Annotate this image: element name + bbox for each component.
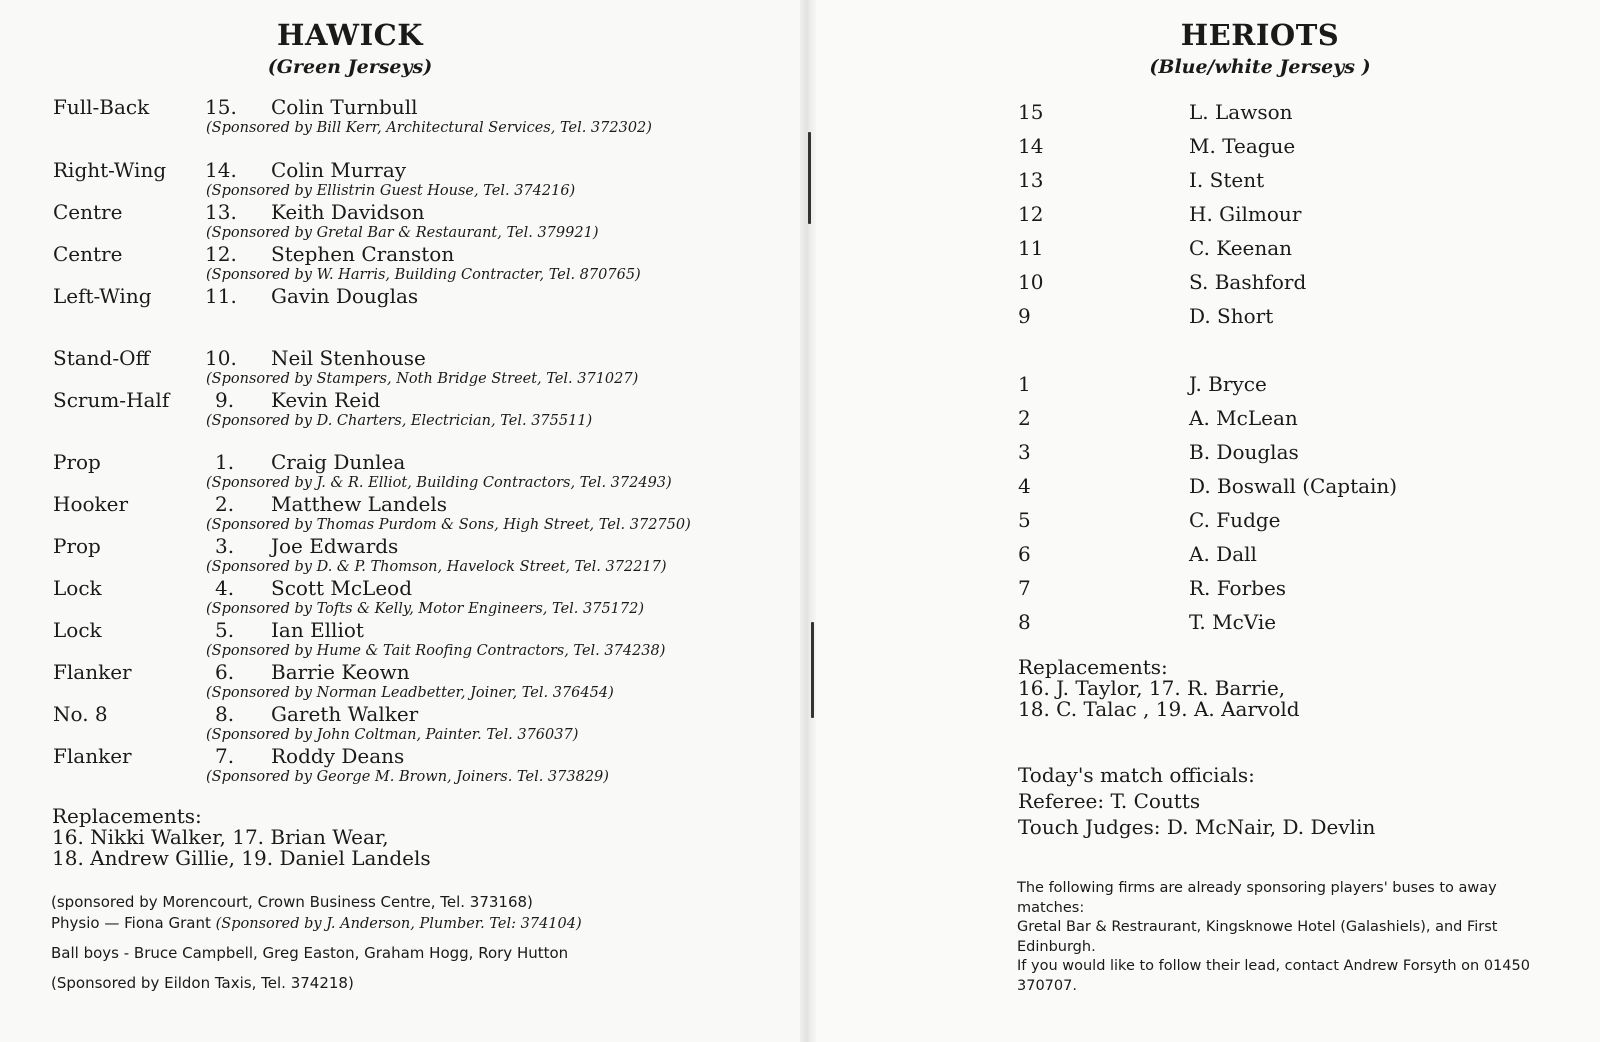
player-name: Colin Turnbull bbox=[271, 95, 418, 119]
player-name: Roddy Deans bbox=[271, 744, 405, 768]
player-name: B. Douglas bbox=[1189, 440, 1299, 464]
hawick-replacements-heading: Replacements: bbox=[52, 804, 202, 828]
ball-boys-note: Ball boys - Bruce Campbell, Greg Easton, Graham Hogg, Rory Hutton bbox=[51, 944, 569, 962]
player-position: Prop bbox=[53, 534, 101, 558]
player-number: 5. bbox=[215, 618, 235, 642]
physio-note bbox=[51, 914, 582, 932]
player-number: 4 bbox=[1018, 474, 1031, 498]
bus-sponsor-notice bbox=[1017, 879, 1537, 996]
player-name: T. McVie bbox=[1189, 610, 1277, 634]
player-name: D. Boswall (Captain) bbox=[1189, 474, 1398, 498]
player-name: Matthew Landels bbox=[271, 492, 448, 516]
player-position: Lock bbox=[53, 618, 102, 642]
player-number: 9. bbox=[215, 388, 235, 412]
player-sponsor: (Sponsored by Gretal Bar & Restaurant, Tel. 379921) bbox=[206, 225, 599, 241]
player-position: Stand-Off bbox=[53, 346, 150, 370]
player-number: 11. bbox=[205, 284, 237, 308]
player-name: Gavin Douglas bbox=[271, 284, 419, 308]
player-number: 4. bbox=[215, 576, 235, 600]
hawick-replacements-line1: 16. Nikki Walker, 17. Brian Wear, bbox=[52, 825, 389, 849]
match-officials bbox=[1018, 762, 1375, 840]
player-position: Flanker bbox=[53, 660, 132, 684]
player-sponsor: (Sponsored by D. & P. Thomson, Havelock Street, Tel. 372217) bbox=[206, 559, 667, 575]
player-number: 6 bbox=[1018, 542, 1031, 566]
player-number: 10. bbox=[205, 346, 237, 370]
bus-sponsor-line3: If you would like to follow their lead, contact Andrew Forsyth on 01450 370707. bbox=[1017, 958, 1530, 994]
player-name: H. Gilmour bbox=[1189, 202, 1302, 226]
player-number: 14 bbox=[1018, 134, 1044, 158]
player-position: Full-Back bbox=[53, 95, 150, 119]
heriots-replacements bbox=[1018, 657, 1300, 720]
player-number: 12. bbox=[205, 242, 237, 266]
player-name: Barrie Keown bbox=[271, 660, 410, 684]
player-number: 2. bbox=[215, 492, 235, 516]
player-sponsor: (Sponsored by Hume & Tait Roofing Contractors, Tel. 374238) bbox=[206, 643, 666, 659]
heriots-replacements-line1: 16. J. Taylor, 17. R. Barrie, bbox=[1018, 676, 1286, 700]
physio-sponsor: (Sponsored by J. Anderson, Plumber. Tel: 374104) bbox=[215, 916, 582, 932]
player-name: Colin Murray bbox=[271, 158, 407, 182]
player-number: 14. bbox=[205, 158, 237, 182]
player-name: Craig Dunlea bbox=[271, 450, 406, 474]
player-name: R. Forbes bbox=[1189, 576, 1287, 600]
player-position: Hooker bbox=[53, 492, 129, 516]
hawick-replacements-line2: 18. Andrew Gillie, 19. Daniel Landels bbox=[52, 846, 431, 870]
player-position: No. 8 bbox=[53, 702, 108, 726]
player-position: Prop bbox=[53, 450, 101, 474]
player-name: D. Short bbox=[1189, 304, 1274, 328]
player-position: Left-Wing bbox=[53, 284, 152, 308]
bus-sponsor-line2: Gretal Bar & Restraurant, Kingsknowe Hotel (Galashiels), and First Edinburgh. bbox=[1017, 919, 1498, 955]
player-number: 8. bbox=[215, 702, 235, 726]
player-name: M. Teague bbox=[1189, 134, 1296, 158]
player-number: 11 bbox=[1018, 236, 1044, 260]
hawick-subtitle: (Green Jerseys) bbox=[267, 56, 433, 78]
player-name: Joe Edwards bbox=[271, 534, 399, 558]
player-number: 3 bbox=[1018, 440, 1031, 464]
player-name: A. Dall bbox=[1189, 542, 1257, 566]
player-number: 1. bbox=[215, 450, 235, 474]
player-name: S. Bashford bbox=[1189, 270, 1307, 294]
player-sponsor: (Sponsored by Bill Kerr, Architectural Services, Tel. 372302) bbox=[206, 120, 652, 136]
player-sponsor: (Sponsored by Ellistrin Guest House, Tel. 374216) bbox=[206, 183, 576, 199]
player-number: 9 bbox=[1018, 304, 1031, 328]
heriots-title: HERIOTS bbox=[1180, 18, 1340, 52]
player-position: Scrum-Half bbox=[53, 388, 170, 412]
player-position: Centre bbox=[53, 242, 123, 266]
player-name: I. Stent bbox=[1189, 168, 1265, 192]
staple-top bbox=[808, 132, 811, 224]
player-sponsor: (Sponsored by Norman Leadbetter, Joiner, Tel. 376454) bbox=[206, 685, 614, 701]
player-name: Scott McLeod bbox=[271, 576, 413, 600]
ball-boys-sponsor-note: (Sponsored by Eildon Taxis, Tel. 374218) bbox=[51, 974, 354, 992]
player-sponsor: (Sponsored by Stampers, Noth Bridge Street, Tel. 371027) bbox=[206, 371, 639, 387]
player-name: A. McLean bbox=[1189, 406, 1298, 430]
player-name: Neil Stenhouse bbox=[271, 346, 426, 370]
officials-heading: Today's match officials: bbox=[1018, 763, 1255, 787]
player-sponsor: (Sponsored by D. Charters, Electrician, Tel. 375511) bbox=[206, 413, 593, 429]
player-number: 7. bbox=[215, 744, 235, 768]
player-position: Lock bbox=[53, 576, 102, 600]
bus-sponsor-line1: The following firms are already sponsoring players' buses to away matches: bbox=[1017, 880, 1497, 916]
player-number: 12 bbox=[1018, 202, 1044, 226]
player-number: 1 bbox=[1018, 372, 1031, 396]
player-number: 15 bbox=[1018, 100, 1044, 124]
player-name: Keith Davidson bbox=[271, 200, 425, 224]
player-sponsor: (Sponsored by J. & R. Elliot, Building Contractors, Tel. 372493) bbox=[206, 475, 672, 491]
player-number: 13. bbox=[205, 200, 237, 224]
referee-line: Referee: T. Coutts bbox=[1018, 789, 1201, 813]
heriots-subtitle: (Blue/white Jerseys ) bbox=[1149, 56, 1371, 78]
player-number: 6. bbox=[215, 660, 235, 684]
player-sponsor: (Sponsored by George M. Brown, Joiners. Tel. 373829) bbox=[206, 769, 609, 785]
player-name: C. Fudge bbox=[1189, 508, 1281, 532]
player-number: 15. bbox=[205, 95, 237, 119]
player-name: Ian Elliot bbox=[271, 618, 364, 642]
player-number: 5 bbox=[1018, 508, 1031, 532]
player-name: Gareth Walker bbox=[271, 702, 419, 726]
replacement-sponsor-note: (sponsored by Morencourt, Crown Business Centre, Tel. 373168) bbox=[51, 893, 533, 911]
hawick-replacements bbox=[52, 806, 431, 869]
player-number: 3. bbox=[215, 534, 235, 558]
staple-bottom bbox=[811, 622, 814, 718]
heriots-replacements-line2: 18. C. Talac , 19. A. Aarvold bbox=[1018, 697, 1300, 721]
player-position: Centre bbox=[53, 200, 123, 224]
player-number: 2 bbox=[1018, 406, 1031, 430]
player-name: J. Bryce bbox=[1189, 372, 1267, 396]
hawick-title: HAWICK bbox=[277, 18, 423, 52]
player-sponsor: (Sponsored by John Coltman, Painter. Tel. 376037) bbox=[206, 727, 579, 743]
player-number: 10 bbox=[1018, 270, 1044, 294]
physio-label: Physio — Fiona Grant bbox=[51, 914, 216, 932]
player-sponsor: (Sponsored by Tofts & Kelly, Motor Engineers, Tel. 375172) bbox=[206, 601, 645, 617]
player-sponsor: (Sponsored by Thomas Purdom & Sons, High Street, Tel. 372750) bbox=[206, 517, 691, 533]
player-number: 7 bbox=[1018, 576, 1031, 600]
player-sponsor: (Sponsored by W. Harris, Building Contracter, Tel. 870765) bbox=[206, 267, 641, 283]
touch-judges-line: Touch Judges: D. McNair, D. Devlin bbox=[1018, 815, 1376, 839]
player-name: Stephen Cranston bbox=[271, 242, 455, 266]
player-position: Flanker bbox=[53, 744, 132, 768]
player-position: Right-Wing bbox=[53, 158, 167, 182]
player-name: L. Lawson bbox=[1189, 100, 1293, 124]
player-number: 8 bbox=[1018, 610, 1031, 634]
player-number: 13 bbox=[1018, 168, 1044, 192]
heriots-replacements-heading: Replacements: bbox=[1018, 655, 1168, 679]
player-name: C. Keenan bbox=[1189, 236, 1293, 260]
player-name: Kevin Reid bbox=[271, 388, 381, 412]
